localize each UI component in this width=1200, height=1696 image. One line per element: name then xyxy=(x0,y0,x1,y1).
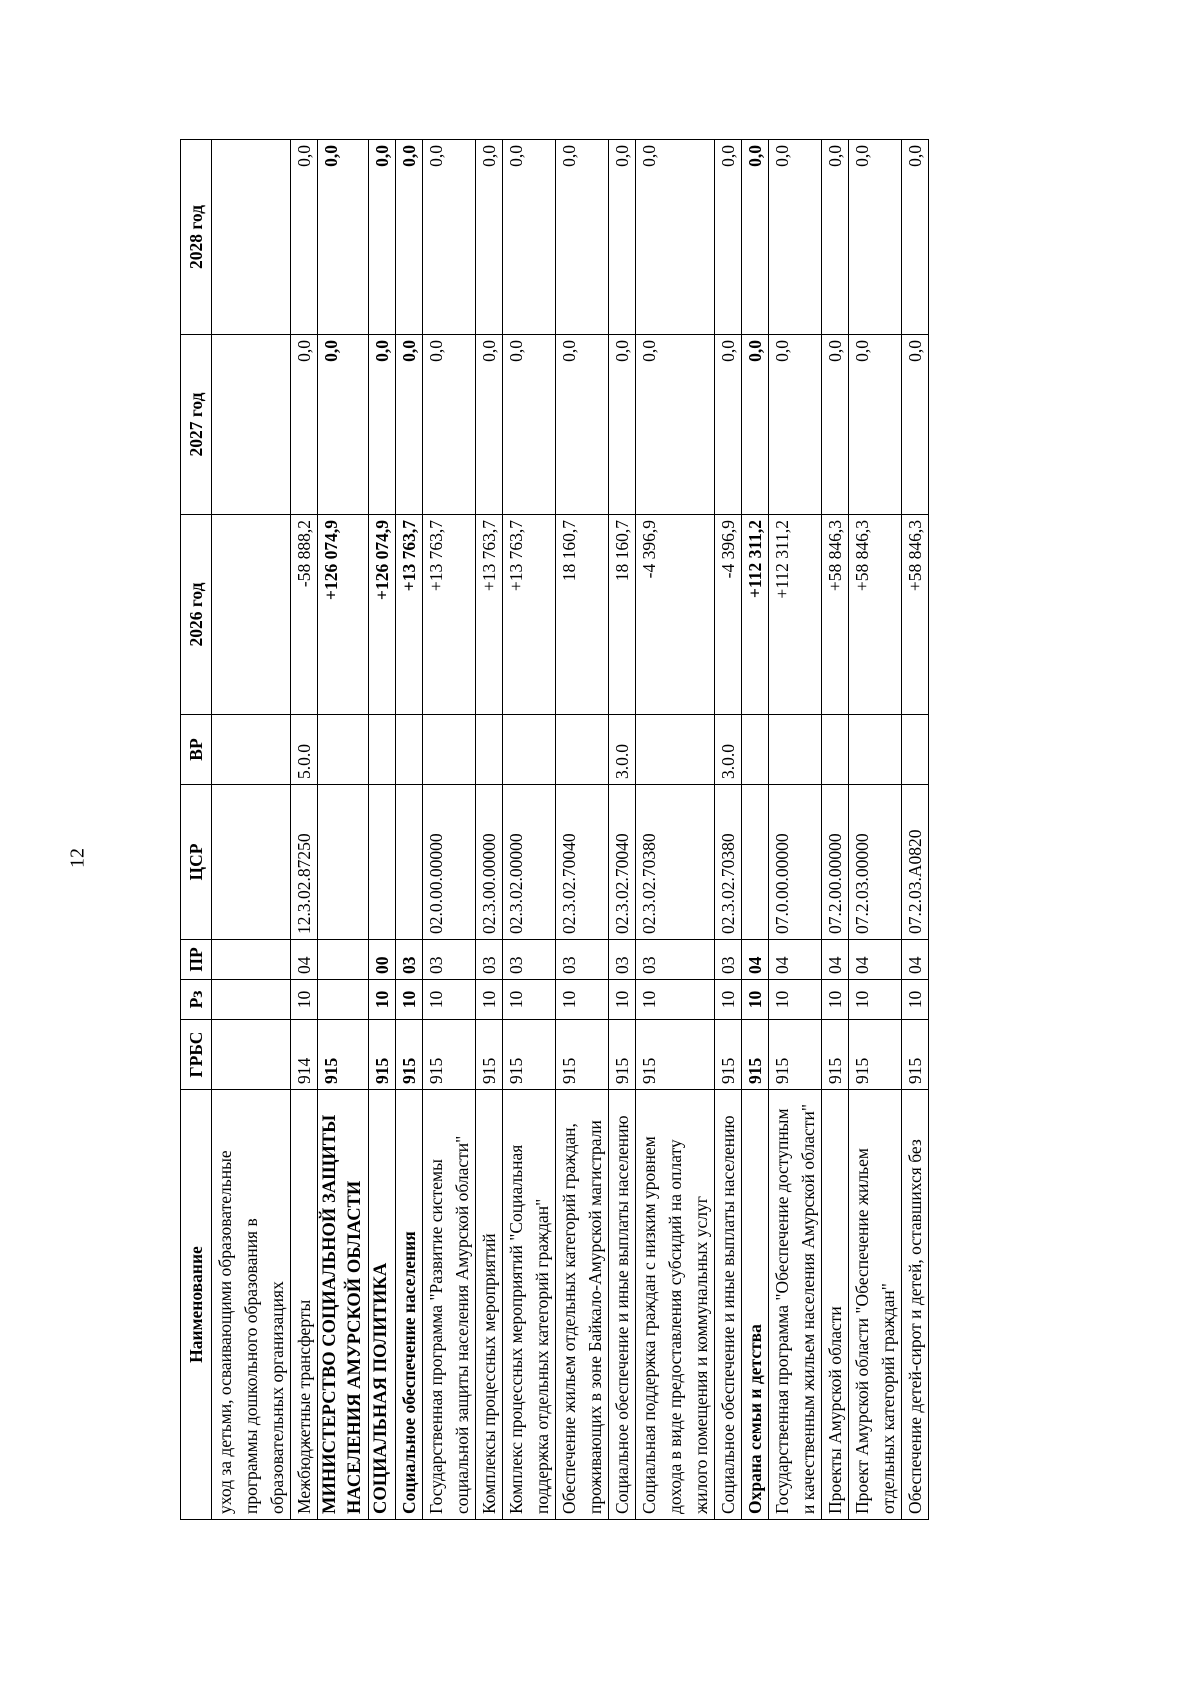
cell-vr xyxy=(396,715,423,785)
cell-rz xyxy=(318,980,369,1020)
cell-rz: 10 xyxy=(476,980,503,1020)
cell-2027: 0,0 xyxy=(822,335,849,515)
cell-name: Межбюджетные трансферты xyxy=(291,1090,318,1520)
cell-2026: 18 160,7 xyxy=(556,515,609,715)
cell-name: уход за детьми, осваивающими образовательные программы дошкольного образования в образовательных организациях xyxy=(212,1090,291,1520)
cell-vr xyxy=(476,715,503,785)
cell-rz: 10 xyxy=(396,980,423,1020)
table-row xyxy=(369,140,396,1520)
cell-grbs: 915 xyxy=(769,1020,822,1090)
cell-2027: 0,0 xyxy=(609,335,636,515)
cell-2026: +58 846,3 xyxy=(849,515,902,715)
cell-csr: 02.0.00.00000 xyxy=(423,785,476,940)
cell-name: Охрана семьи и детства xyxy=(742,1090,769,1520)
cell-pr: 03 xyxy=(396,940,423,980)
cell-vr: 3.0.0 xyxy=(609,715,636,785)
cell-2027: 0,0 xyxy=(636,335,715,515)
cell-rz: 10 xyxy=(423,980,476,1020)
cell-2026: +13 763,7 xyxy=(503,515,556,715)
cell-name: СОЦИАЛЬНАЯ ПОЛИТИКА xyxy=(369,1090,396,1520)
table-row xyxy=(423,140,476,1520)
cell-2027: 0,0 xyxy=(423,335,476,515)
header-grbs: ГРБС xyxy=(181,1020,212,1090)
cell-2026: -4 396,9 xyxy=(715,515,742,715)
cell-2027: 0,0 xyxy=(369,335,396,515)
cell-2028: 0,0 xyxy=(849,140,902,335)
cell-2027: 0,0 xyxy=(902,335,929,515)
cell-name: Проекты Амурской области xyxy=(822,1090,849,1520)
cell-pr: 04 xyxy=(742,940,769,980)
cell-vr xyxy=(636,715,715,785)
table-row xyxy=(396,140,423,1520)
header-csr: ЦСР xyxy=(181,785,212,940)
cell-grbs: 914 xyxy=(291,1020,318,1090)
cell-2026: +126 074,9 xyxy=(318,515,369,715)
cell-pr: 04 xyxy=(849,940,902,980)
cell-rz: 10 xyxy=(609,980,636,1020)
cell-vr xyxy=(369,715,396,785)
cell-vr xyxy=(849,715,902,785)
header-vr: ВР xyxy=(181,715,212,785)
cell-2027: 0,0 xyxy=(849,335,902,515)
cell-vr xyxy=(769,715,822,785)
cell-csr: 02.3.02.70040 xyxy=(556,785,609,940)
cell-2026: 18 160,7 xyxy=(609,515,636,715)
cell-grbs: 915 xyxy=(609,1020,636,1090)
table-row xyxy=(212,140,291,1520)
table-row xyxy=(715,140,742,1520)
cell-2028: 0,0 xyxy=(291,140,318,335)
cell-vr: 3.0.0 xyxy=(715,715,742,785)
cell-name: Обеспечение жильем отдельных категорий граждан, проживающих в зоне Байкало-Амурской магистрали xyxy=(556,1090,609,1520)
cell-2027: 0,0 xyxy=(715,335,742,515)
cell-grbs: 915 xyxy=(503,1020,556,1090)
table-row xyxy=(902,140,929,1520)
cell-csr: 07.2.03.А0820 xyxy=(902,785,929,940)
cell-2028: 0,0 xyxy=(318,140,369,335)
cell-csr: 07.0.00.00000 xyxy=(769,785,822,940)
cell-pr: 03 xyxy=(503,940,556,980)
header-rz: Рз xyxy=(181,980,212,1020)
table-row xyxy=(556,140,609,1520)
cell-rz: 10 xyxy=(503,980,556,1020)
cell-csr: 07.2.03.00000 xyxy=(849,785,902,940)
budget-table xyxy=(180,139,929,1520)
header-2026: 2026 год xyxy=(181,515,212,715)
cell-2026: +126 074,9 xyxy=(369,515,396,715)
cell-grbs: 915 xyxy=(369,1020,396,1090)
cell-vr xyxy=(318,715,369,785)
cell-2028: 0,0 xyxy=(822,140,849,335)
cell-vr xyxy=(503,715,556,785)
cell-name: Социальное обеспечение и иные выплаты населению xyxy=(715,1090,742,1520)
cell-csr xyxy=(369,785,396,940)
cell-rz: 10 xyxy=(902,980,929,1020)
cell-pr: 04 xyxy=(769,940,822,980)
header-2028: 2028 год xyxy=(181,140,212,335)
cell-pr: 04 xyxy=(822,940,849,980)
cell-2028: 0,0 xyxy=(742,140,769,335)
cell-grbs: 915 xyxy=(396,1020,423,1090)
cell-grbs: 915 xyxy=(476,1020,503,1090)
cell-csr: 12.3.02.87250 xyxy=(291,785,318,940)
cell-2028: 0,0 xyxy=(636,140,715,335)
cell-2028: 0,0 xyxy=(503,140,556,335)
table-row xyxy=(769,140,822,1520)
table-row xyxy=(503,140,556,1520)
cell-2027: 0,0 xyxy=(291,335,318,515)
table-row xyxy=(609,140,636,1520)
cell-2026: +112 311,2 xyxy=(742,515,769,715)
cell-2026: -58 888,2 xyxy=(291,515,318,715)
cell-2028 xyxy=(212,140,291,335)
cell-rz xyxy=(212,980,291,1020)
cell-csr: 02.3.00.00000 xyxy=(476,785,503,940)
table-row xyxy=(849,140,902,1520)
cell-2028: 0,0 xyxy=(902,140,929,335)
cell-csr: 02.3.02.70040 xyxy=(609,785,636,940)
cell-2028: 0,0 xyxy=(609,140,636,335)
cell-2026: +13 763,7 xyxy=(396,515,423,715)
cell-pr: 03 xyxy=(476,940,503,980)
table-row xyxy=(636,140,715,1520)
cell-csr: 02.3.02.70380 xyxy=(715,785,742,940)
cell-vr: 5.0.0 xyxy=(291,715,318,785)
rotated-page-content xyxy=(180,140,1018,1520)
cell-grbs: 915 xyxy=(423,1020,476,1090)
cell-2026: +112 311,2 xyxy=(769,515,822,715)
cell-name: Комплекс процессных мероприятий "Социальная поддержка отдельных категорий граждан" xyxy=(503,1090,556,1520)
cell-csr: 07.2.00.00000 xyxy=(822,785,849,940)
cell-rz: 10 xyxy=(822,980,849,1020)
cell-grbs: 915 xyxy=(742,1020,769,1090)
cell-vr xyxy=(556,715,609,785)
cell-rz: 10 xyxy=(369,980,396,1020)
table-row xyxy=(822,140,849,1520)
cell-rz: 10 xyxy=(291,980,318,1020)
cell-2027: 0,0 xyxy=(476,335,503,515)
cell-name: Социальное обеспечение и иные выплаты населению xyxy=(609,1090,636,1520)
cell-2027: 0,0 xyxy=(396,335,423,515)
page-number: 12 xyxy=(66,848,89,868)
cell-pr: 03 xyxy=(609,940,636,980)
cell-2026: +13 763,7 xyxy=(423,515,476,715)
cell-2026: -4 396,9 xyxy=(636,515,715,715)
cell-2028: 0,0 xyxy=(556,140,609,335)
table-row xyxy=(318,140,369,1520)
cell-rz: 10 xyxy=(636,980,715,1020)
cell-grbs: 915 xyxy=(556,1020,609,1090)
cell-vr xyxy=(902,715,929,785)
table-header-row xyxy=(181,140,212,1520)
header-pr: ПР xyxy=(181,940,212,980)
cell-pr: 04 xyxy=(291,940,318,980)
cell-pr: 03 xyxy=(715,940,742,980)
cell-2028: 0,0 xyxy=(369,140,396,335)
cell-pr: 04 xyxy=(902,940,929,980)
cell-rz: 10 xyxy=(556,980,609,1020)
cell-2026: +13 763,7 xyxy=(476,515,503,715)
cell-vr xyxy=(742,715,769,785)
cell-pr: 03 xyxy=(423,940,476,980)
cell-rz: 10 xyxy=(715,980,742,1020)
cell-vr xyxy=(212,715,291,785)
cell-name: Проект Амурской области "Обеспечение жильем отдельных категорий граждан" xyxy=(849,1090,902,1520)
cell-grbs: 915 xyxy=(318,1020,369,1090)
cell-name: МИНИСТЕРСТВО СОЦИАЛЬНОЙ ЗАЩИТЫ НАСЕЛЕНИЯ АМУРСКОЙ ОБЛАСТИ xyxy=(318,1090,369,1520)
table-row xyxy=(742,140,769,1520)
cell-grbs: 915 xyxy=(822,1020,849,1090)
cell-pr xyxy=(318,940,369,980)
cell-2027: 0,0 xyxy=(742,335,769,515)
cell-grbs: 915 xyxy=(715,1020,742,1090)
cell-vr xyxy=(822,715,849,785)
cell-name: Обеспечение детей-сирот и детей, оставшихся без xyxy=(902,1090,929,1520)
cell-name: Социальная поддержка граждан с низким уровнем дохода в виде предоставления субсидий на оплату жилого помещения и коммунальных услуг xyxy=(636,1090,715,1520)
table-row xyxy=(476,140,503,1520)
cell-pr xyxy=(212,940,291,980)
cell-pr: 03 xyxy=(556,940,609,980)
cell-name: Социальное обеспечение населения xyxy=(396,1090,423,1520)
cell-2026: +58 846,3 xyxy=(902,515,929,715)
cell-csr xyxy=(212,785,291,940)
cell-rz: 10 xyxy=(849,980,902,1020)
cell-2028: 0,0 xyxy=(476,140,503,335)
cell-name: Государственная программа "Развитие системы социальной защиты населения Амурской области" xyxy=(423,1090,476,1520)
cell-2028: 0,0 xyxy=(769,140,822,335)
cell-grbs xyxy=(212,1020,291,1090)
cell-2026 xyxy=(212,515,291,715)
header-2027: 2027 год xyxy=(181,335,212,515)
cell-grbs: 915 xyxy=(849,1020,902,1090)
cell-2028: 0,0 xyxy=(423,140,476,335)
cell-name: Комплексы процессных мероприятий xyxy=(476,1090,503,1520)
cell-grbs: 915 xyxy=(636,1020,715,1090)
cell-csr xyxy=(396,785,423,940)
cell-pr: 03 xyxy=(636,940,715,980)
cell-2027: 0,0 xyxy=(503,335,556,515)
cell-csr: 02.3.02.70380 xyxy=(636,785,715,940)
cell-name: Государственная программа "Обеспечение доступным и качественным жильем населения Амурской области" xyxy=(769,1090,822,1520)
cell-2027: 0,0 xyxy=(769,335,822,515)
cell-2028: 0,0 xyxy=(396,140,423,335)
cell-rz: 10 xyxy=(742,980,769,1020)
header-name: Наименование xyxy=(181,1090,212,1520)
cell-2027: 0,0 xyxy=(318,335,369,515)
cell-2028: 0,0 xyxy=(715,140,742,335)
cell-2027 xyxy=(212,335,291,515)
cell-rz: 10 xyxy=(769,980,822,1020)
cell-2027: 0,0 xyxy=(556,335,609,515)
cell-vr xyxy=(423,715,476,785)
cell-csr xyxy=(318,785,369,940)
cell-2026: +58 846,3 xyxy=(822,515,849,715)
table-row xyxy=(291,140,318,1520)
cell-pr: 00 xyxy=(369,940,396,980)
cell-csr xyxy=(742,785,769,940)
cell-csr: 02.3.02.00000 xyxy=(503,785,556,940)
cell-grbs: 915 xyxy=(902,1020,929,1090)
